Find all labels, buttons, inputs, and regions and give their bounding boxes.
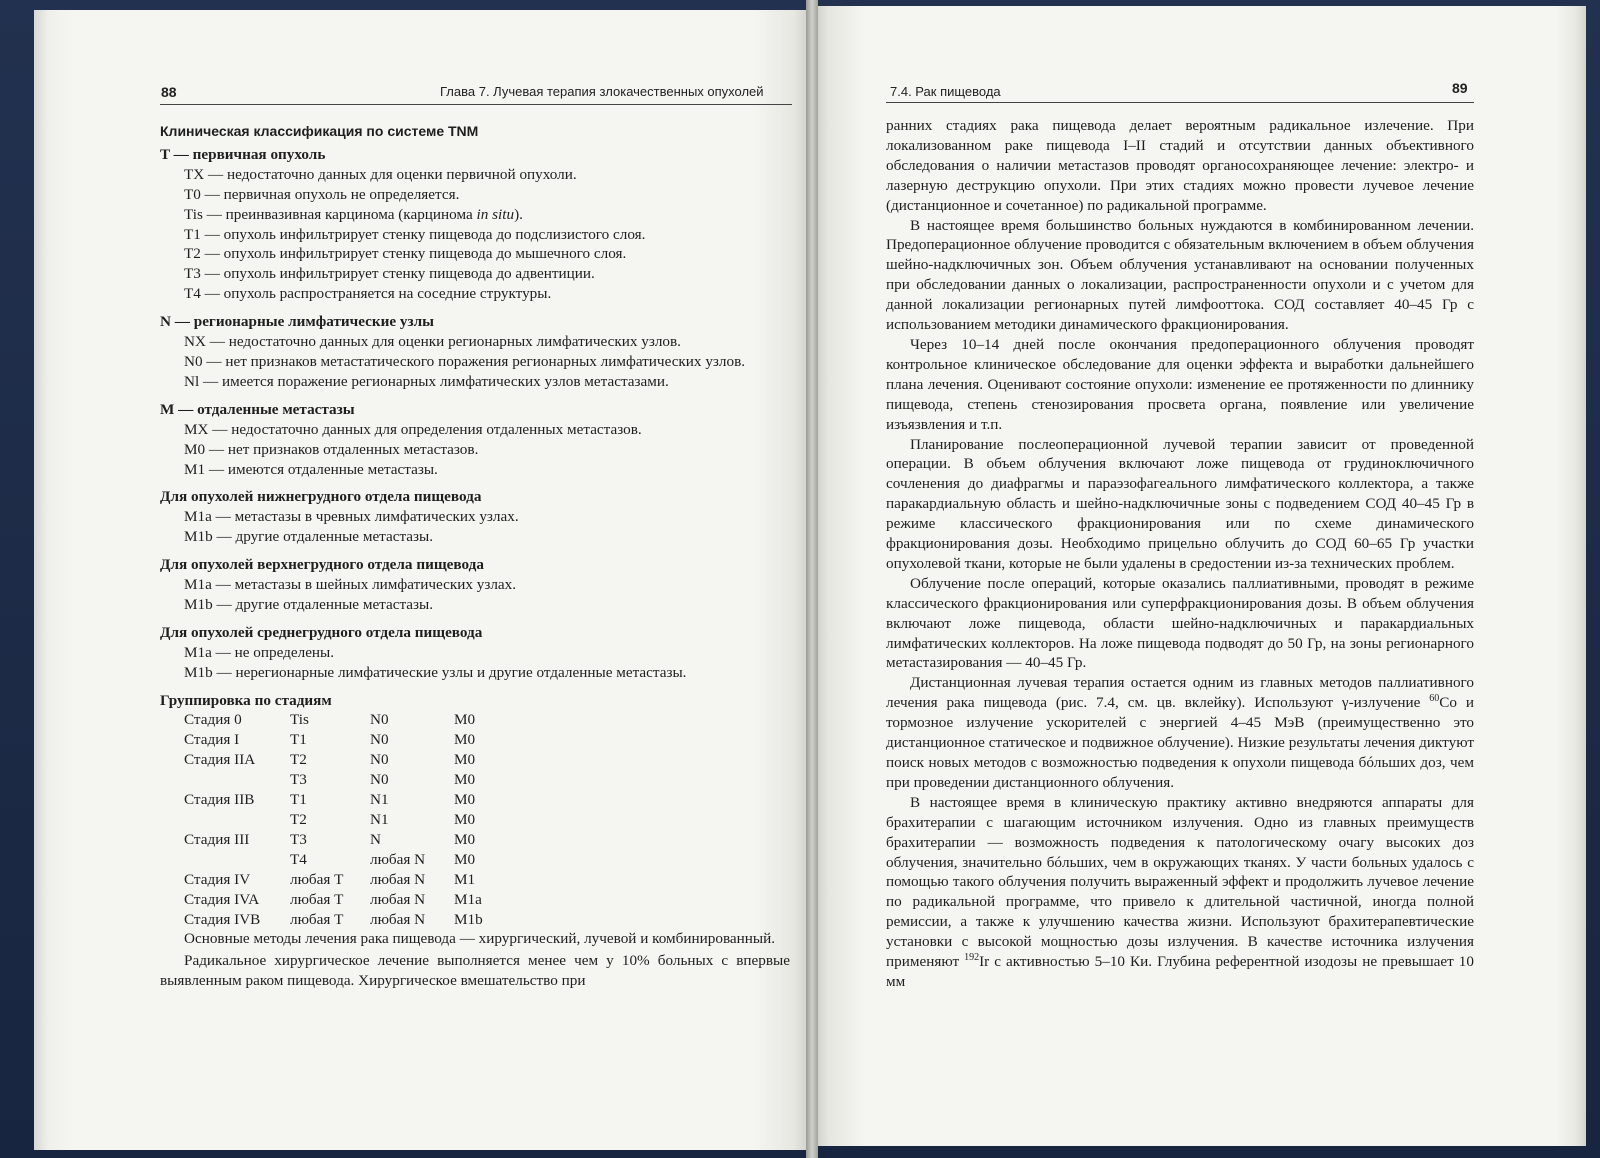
stage-cell: Стадия III xyxy=(184,830,250,848)
surgery-paragraph: Радикальное хирургическое лечение выполняется менее чем у 10% больных с впервые выявленным раком пищевода. Хирургическое вмешательство при xyxy=(160,952,790,990)
m-item: MX — недостаточно данных для определения отдаленных метастазов. xyxy=(184,420,642,438)
stage-cell: T2 xyxy=(290,811,307,828)
stage-cell: N0 xyxy=(370,771,389,789)
stage-row xyxy=(184,770,514,790)
right-page-number: 89 xyxy=(1452,80,1468,96)
stage-cell: N0 xyxy=(370,731,389,749)
stage-row xyxy=(184,710,514,730)
left-page-body xyxy=(160,122,790,991)
stage-cell: T1 xyxy=(290,731,307,749)
stage-cell: любая N xyxy=(370,850,426,868)
tnm-heading: Клиническая классификация по системе TNM xyxy=(160,123,479,139)
stage-cell: M1 xyxy=(454,870,476,888)
stage-row xyxy=(184,910,514,930)
stage-row xyxy=(184,790,514,810)
body-paragraph-radiation: Дистанционная лучевая терапия остается одним из главных методов паллиативного лечения рака пищевода (рис. 7.4, см. цв. вклейку). Используют γ-излучение $^{60}$Co и тормозное излучение ускорителей с энергией 4–45 МэВ (преимущественно это дистанционное статическое и подвижное облучение). Низкие результаты лечения диктуют поиск новых методов с возможностью подведения к опухоли пищевода бóльших доз, чем при проведении дистанционного облучения. xyxy=(886,674,1474,791)
body-paragraph: Через 10–14 дней после окончания предоперационного облучения проводят контрольное клиническое обследование для оценки эффекта и выработки дальнейшего плана лечения. Оценивают состояние опухоли: изменение ее протяженности по длиннику пищевода, степень стенозирования просвета органа, появление или увеличение изъязвления и т.п. xyxy=(886,335,1474,433)
stage-cell: N1 xyxy=(370,811,389,828)
stage-cell: T1 xyxy=(290,791,307,809)
stage-cell: Tis xyxy=(290,711,309,729)
stage-cell: M0 xyxy=(454,771,476,789)
t-item: T0 — первичная опухоль не определяется. xyxy=(184,185,460,203)
body-paragraph: ранних стадиях рака пищевода делает вероятным радикальное излечение. При локализованном раке пищевода I–II стадий и отсутствии данных объективного обследования о наличии метастазов проводят органосохраняющее лечение: электро- и лазерную деструкцию опухоли. При этих стадиях можно провести лучевое лечение (дистанционное и сочетанное) по радикальной программе. xyxy=(886,117,1474,214)
stage-row xyxy=(184,850,514,870)
t-item: T2 — опухоль инфильтрирует стенку пищевода до мышечного слоя. xyxy=(184,245,627,263)
stage-cell: любая N xyxy=(370,910,426,928)
lower-item: M1b — другие отдаленные метастазы. xyxy=(184,528,434,546)
lower-item: M1a — метастазы в чревных лимфатических узлах. xyxy=(184,508,519,526)
right-header-rule xyxy=(886,102,1474,103)
middle-item: M1a — не определены. xyxy=(184,643,335,661)
t-section-title: T — первичная опухоль xyxy=(160,145,326,163)
stage-cell: T2 xyxy=(290,751,307,769)
m-section-title: M — отдаленные метастазы xyxy=(160,400,355,418)
stage-cell: N xyxy=(370,830,381,848)
stage-cell: Стадия IVB xyxy=(184,910,261,928)
stage-cell: Стадия IV xyxy=(184,870,251,888)
left-page-number: 88 xyxy=(161,84,177,100)
stage-cell: T3 xyxy=(290,771,307,789)
t-item: TX — недостаточно данных для оценки первичной опухоли. xyxy=(184,165,577,183)
stage-cell: M1a xyxy=(454,890,482,908)
right-page-body xyxy=(886,116,1474,992)
right-running-head: 7.4. Рак пищевода xyxy=(890,84,1001,99)
stage-cell: M0 xyxy=(454,850,476,868)
treatment-paragraph: Основные методы лечения рака пищевода — хирургический, лучевой и комбинированный. xyxy=(184,930,776,948)
stage-row xyxy=(184,870,514,890)
stage-cell: M0 xyxy=(454,811,476,828)
left-page xyxy=(34,10,814,1150)
upper-section-title: Для опухолей верхнегрудного отдела пищевода xyxy=(160,556,484,574)
stage-cell: любая T xyxy=(290,910,344,928)
stage-cell: Стадия 0 xyxy=(184,711,242,729)
t-item: T4 — опухоль распространяется на соседние структуры. xyxy=(184,285,552,303)
body-paragraph: Облучение после операций, которые оказались паллиативными, проводят в режиме классического фракционирования или суперфракционирования дозы. В объем облучения включают ложе пищевода, области шейно-надключичных и паракардиальных лимфатических коллекторов. На ложе пищевода подводят до 50 Гр, на зоны регионарного метастазирования — 40–45 Гр. xyxy=(886,574,1474,672)
stage-cell: M1b xyxy=(454,910,483,928)
upper-item: M1a — метастазы в шейных лимфатических узлах. xyxy=(184,576,517,594)
stage-cell: N0 xyxy=(370,751,389,769)
upper-item: M1b — другие отдаленные метастазы. xyxy=(184,595,434,613)
stage-cell: любая T xyxy=(290,870,344,888)
middle-section-title: Для опухолей среднегрудного отдела пищевода xyxy=(160,623,483,641)
stage-cell: Стадия I xyxy=(184,731,240,749)
stage-cell: любая T xyxy=(290,890,344,908)
body-paragraph: Планирование послеоперационной лучевой терапии зависит от проведенной операции. В объем облучения включают ложе пищевода от грудиноключичного сочленения до диафрагмы и параэзофагеального лимфатического коллектора, а также паракардиальную область и шейно-надключичные зоны с подведением СОД 40–45 Гр в режиме классического фракционирования или по схеме динамического фракционирования дозы. Необходимо прицельно облучить до СОД 60–65 Гр участки опухолевой ткани, которые не были удалены в средостении из-за технических проблем. xyxy=(886,435,1474,572)
body-paragraph-brachytherapy: В настоящее время в клиническую практику активно внедряются аппараты для брахитерапии с шагающим источником излучения. Одно из главных преимуществ брахитерапии — возможность подведения к патологическому очагу высоких доз облучения, значительно бóльших, чем в окружающих тканях. У части больных удалось с помощью такого облучения получить выраженный эффект и продолжить лучевое лечение по радикальной программе, что привело к длительной частичной, иногда полной ремиссии, а также к улучшению качества жизни. Используют брахитерапевтические установки с высокой мощностью дозы излучения. В качестве источника излучения применяют $^{192}$Ir с активностью 5–10 Ки. Глубина референтной изодозы не превышает 10 мм xyxy=(886,793,1474,990)
n-item: N0 — нет признаков метастатического поражения регионарных лимфатических узлов. xyxy=(184,352,746,370)
stage-cell xyxy=(184,850,290,870)
stage-cell xyxy=(184,770,290,790)
stages-title: Группировка по стадиям xyxy=(160,691,332,709)
n-section-title: N — регионарные лимфатические узлы xyxy=(160,313,434,331)
stage-row xyxy=(184,730,514,750)
stage-cell xyxy=(184,810,290,830)
stage-cell: любая N xyxy=(370,870,426,888)
n-item: NX — недостаточно данных для оценки регионарных лимфатических узлов. xyxy=(184,333,681,351)
stage-cell: N1 xyxy=(370,791,389,809)
stage-cell: T3 xyxy=(290,830,307,848)
stage-cell: M0 xyxy=(454,830,476,848)
stage-cell: любая N xyxy=(370,890,426,908)
stage-row xyxy=(184,750,514,770)
stage-cell: M0 xyxy=(454,731,476,749)
stages-table xyxy=(184,710,514,929)
stage-cell: Стадия IVA xyxy=(184,890,260,908)
n-item: Nl — имеется поражение регионарных лимфатических узлов метастазами. xyxy=(184,372,669,390)
stage-row xyxy=(184,830,514,850)
stage-row xyxy=(184,810,514,830)
stage-cell: M0 xyxy=(454,711,476,729)
right-page xyxy=(806,6,1586,1146)
lower-section-title: Для опухолей нижнегрудного отдела пищевода xyxy=(160,488,482,506)
stage-row xyxy=(184,890,514,910)
stage-cell: M0 xyxy=(454,791,476,809)
t-item: T1 — опухоль инфильтрирует стенку пищевода до подслизистого слоя. xyxy=(184,225,646,243)
body-paragraph: В настоящее время большинство больных нуждаются в комбинированном лечении. Предоперационное облучение проводится с обязательным включением в объем облучения шейно-надключичных зон. Объем облучения устанавливают на основании полученных при обследовании данных о локализации, распространенности опухоли и с учетом для данной локализации регионарных путей лимфооттока. СОД составляет 40–45 Гр с использованием методики динамического фракционирования. xyxy=(886,216,1474,334)
stage-cell: Стадия IIA xyxy=(184,751,256,769)
book-gutter xyxy=(806,0,818,1158)
stage-cell: T4 xyxy=(290,850,307,868)
stage-cell: M0 xyxy=(454,751,476,769)
left-header-rule xyxy=(160,104,792,105)
stage-cell: Стадия IIB xyxy=(184,791,255,809)
m-item: M0 — нет признаков отдаленных метастазов. xyxy=(184,440,479,458)
t-item-tis: Tis — преинвазивная карцинома (карцинома in situ). xyxy=(184,205,523,223)
stage-cell: N0 xyxy=(370,711,389,729)
middle-item: M1b — нерегионарные лимфатические узлы и другие отдаленные метастазы. xyxy=(184,663,687,681)
left-running-head: Глава 7. Лучевая терапия злокачественных опухолей xyxy=(440,84,764,99)
m-item: M1 — имеются отдаленные метастазы. xyxy=(184,460,438,478)
t-item: T3 — опухоль инфильтрирует стенку пищевода до адвентиции. xyxy=(184,265,595,283)
